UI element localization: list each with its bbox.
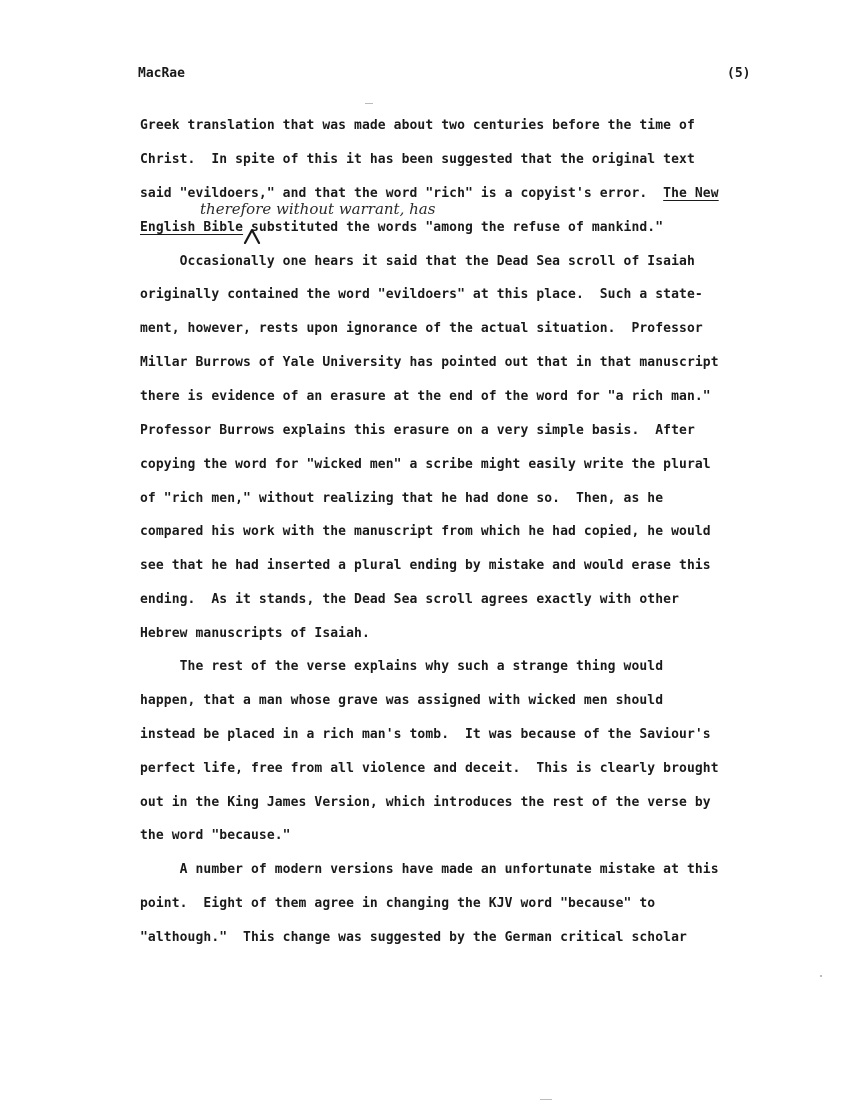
text-line: compared his work with the manuscript from which he had copied, he would xyxy=(140,524,711,539)
text-line xyxy=(140,220,780,235)
text-line: Professor Burrows explains this erasure on a very simple basis. After xyxy=(140,423,695,438)
text-line: A number of modern versions have made an unfortunate mistake at this xyxy=(140,862,719,877)
page-number: (5) xyxy=(727,66,751,81)
underlined-title: English Bible xyxy=(140,220,244,235)
scan-speck xyxy=(365,103,373,104)
text-line: happen, that a man whose grave was assigned with wicked men should xyxy=(140,693,664,708)
text-line: out in the King James Version, which introduces the rest of the verse by xyxy=(140,795,711,810)
scan-speck xyxy=(540,1099,552,1100)
text-line: ending. As it stands, the Dead Sea scroll agrees exactly with other xyxy=(140,592,680,607)
text-line: "although." This change was suggested by the German critical scholar xyxy=(140,930,687,945)
text-segment: substituted the words "among the refuse of mankind." xyxy=(243,220,664,235)
text-line: Occasionally one hears it said that the Dead Sea scroll of Isaiah xyxy=(140,254,695,269)
text-segment: said "evildoers," and that the word "rich" is a copyist's error. xyxy=(140,186,664,201)
underlined-title: The New xyxy=(663,186,719,201)
text-line: of "rich men," without realizing that he had done so. Then, as he xyxy=(140,491,664,506)
text-line: Greek translation that was made about two centuries before the time of xyxy=(140,118,695,133)
scan-speck xyxy=(820,975,822,977)
text-line: copying the word for "wicked men" a scribe might easily write the plural xyxy=(140,457,711,472)
text-line: the word "because." xyxy=(140,828,291,843)
text-line: Millar Burrows of Yale University has pointed out that in that manuscript xyxy=(140,355,719,370)
text-line: perfect life, free from all violence and deceit. This is clearly brought xyxy=(140,761,719,776)
text-line: point. Eight of them agree in changing the KJV word "because" to xyxy=(140,896,656,911)
text-line: Christ. In spite of this it has been suggested that the original text xyxy=(140,152,695,167)
page-header-author: MacRae xyxy=(138,66,185,81)
text-line: see that he had inserted a plural ending by mistake and would erase this xyxy=(140,558,711,573)
text-line: ment, however, rests upon ignorance of the actual situation. Professor xyxy=(140,321,703,336)
text-line: The rest of the verse explains why such a strange thing would xyxy=(140,659,664,674)
text-line xyxy=(140,186,780,201)
text-line: originally contained the word "evildoers" at this place. Such a state- xyxy=(140,287,703,302)
text-line: Hebrew manuscripts of Isaiah. xyxy=(140,626,370,641)
handwritten-insertion: therefore without warrant, has xyxy=(200,200,436,218)
text-line: there is evidence of an erasure at the end of the word for "a rich man." xyxy=(140,389,711,404)
text-line: instead be placed in a rich man's tomb. It was because of the Saviour's xyxy=(140,727,711,742)
